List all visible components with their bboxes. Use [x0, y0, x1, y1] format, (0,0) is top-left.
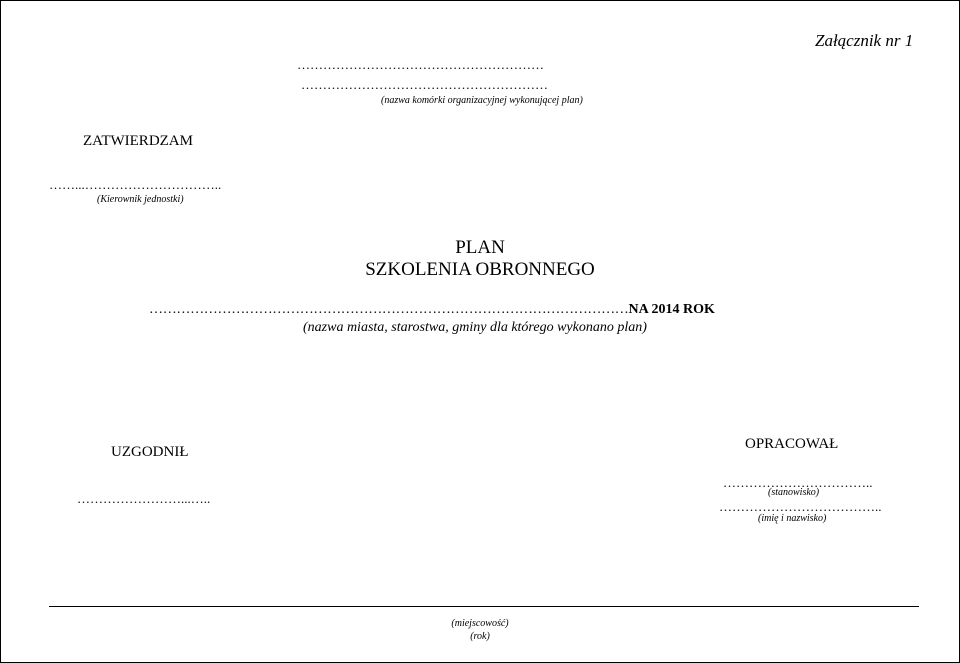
prepared-heading: OPRACOWAŁ	[745, 436, 839, 452]
place-label: (miejscowość)	[451, 618, 509, 629]
agreed-signature-dots: ……………………...…..	[77, 491, 211, 506]
agreed-heading: UZGODNIŁ	[111, 444, 189, 460]
position-dots: ……………………………..	[723, 475, 873, 490]
year-label: (rok)	[470, 631, 490, 642]
org-unit-label: (nazwa komórki organizacyjnej wykonującej plan)	[381, 95, 583, 106]
approval-signature-dots: ……...…………………………..	[49, 177, 222, 192]
name-dots: ………………………………..	[719, 499, 882, 514]
approval-signature-label: (Kierownik jednostki)	[97, 194, 184, 205]
approval-heading: ZATWIERDZAM	[83, 133, 193, 149]
plan-year: NA 2014 ROK	[628, 302, 715, 317]
footer-rule	[49, 606, 919, 607]
position-label: (stanowisko)	[768, 487, 820, 498]
org-unit-dots-line-2: …………………………………………………	[301, 77, 548, 92]
plan-title-line-2: SZKOLENIA OBRONNEGO	[365, 259, 595, 280]
city-line	[149, 302, 715, 318]
annex-number: Załącznik nr 1	[815, 31, 914, 50]
org-unit-dots-line-1: …………………………………………………	[297, 57, 544, 72]
city-label: (nazwa miasta, starostwa, gminy dla którego wykonano plan)	[303, 320, 647, 335]
name-label: (imię i nazwisko)	[758, 513, 827, 524]
city-dots: ……………………………………………………………………………………………	[149, 302, 629, 317]
plan-title-line-1: PLAN	[455, 237, 505, 258]
